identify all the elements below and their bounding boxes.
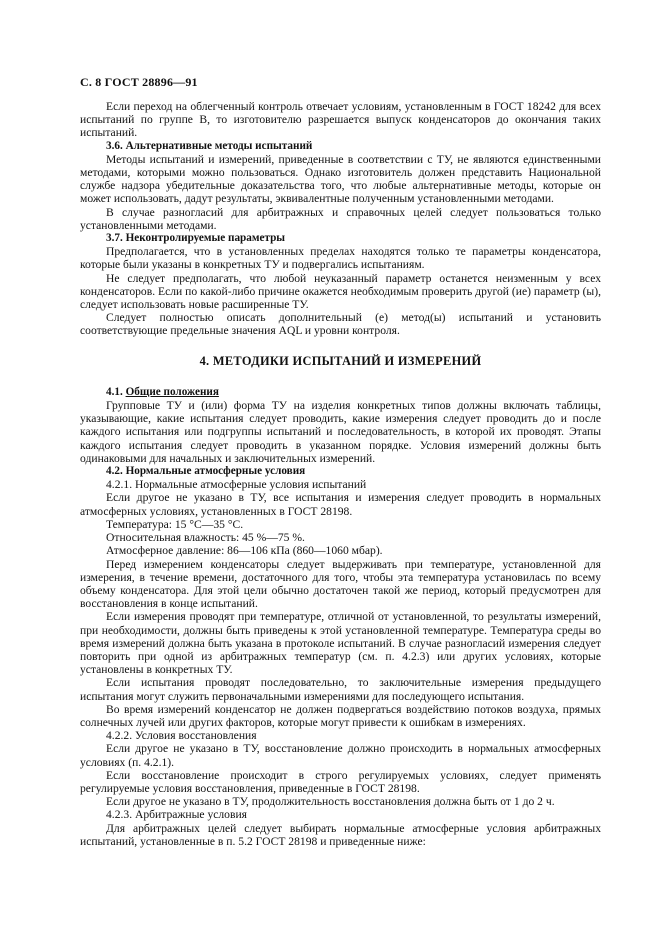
paragraph: Если восстановление происходит в строго регулируемых условиях, следует применять регулируемые условия восстановления, приведенные в ГОСТ 28198.	[80, 768, 601, 795]
subsection-title: Нормальные атмосферные условия	[125, 465, 306, 478]
section-heading: 4. МЕТОДИКИ ИСПЫТАНИЙ И ИЗМЕРЕНИЙ	[199, 353, 482, 368]
document-body	[80, 100, 601, 848]
paragraph: Перед измерением конденсаторы следует выдерживать при температуре, установленной для измерения, в течение времени, достаточного для того, чтобы эта температура установилась по всему объему конденсатора. Для этой цели обычно достаточен такой же период, который предусмотрен для восстановления в конце испытаний.	[80, 557, 601, 611]
paragraph: Для арбитражных целей следует выбирать нормальные атмосферные условия арбитражных испытаний, установленные в п. 5.2 ГОСТ 28198 и приведенные ниже:	[80, 821, 601, 848]
paragraph: 4.2.2. Условия восстановления	[106, 729, 257, 743]
paragraph: Если переход на облегченный контроль отвечает условиям, установленным в ГОСТ 18242 для всех испытаний по группе В, то изготовителю разрешается выпуск конденсаторов до окончания таких испытаний.	[80, 100, 601, 140]
subsection-heading	[80, 232, 601, 245]
paragraph: Если измерения проводят при температуре, отличной от установленной, то результаты измерений, при необходимости, должны быть приведены к этой установленной температуре. Температура среды во время измерений должна быть указана в протоколе испытаний. В случае разногласий измерения следует повторить при одной из арбитражных температур (см. п. 4.2.3) или других условиях, которые установлены в конкретных ТУ.	[80, 610, 601, 677]
paragraph: Температура: 15 °С—35 °С.	[106, 517, 244, 531]
paragraph: 4.2.3. Арбитражные условия	[106, 808, 247, 822]
paragraph: Методы испытаний и измерений, приведенные в соответствии с ТУ, не являются единственными методами, которыми можно пользоваться. Однако изготовитель должен представить Национальной службе надзора убедительные доказательства того, что любые альтернативные методы, которые он может использовать, дадут результаты, эквивалентные полученным установленными методами.	[80, 152, 601, 206]
paragraph: Атмосферное давление: 86—106 кПа (860—1060 мбар).	[106, 544, 383, 558]
subsection-number: 4.1.	[106, 385, 123, 398]
paragraph: Во время измерений конденсатор не должен подвергаться воздействию потоков воздуха, прямых солнечных лучей или других факторов, которые могут привести к ошибкам в измерениях.	[80, 702, 601, 729]
subsection-heading	[80, 465, 601, 478]
subsection-title: Альтернативные методы испытаний	[125, 139, 313, 152]
subsection-number: 4.2.	[106, 465, 123, 478]
paragraph: 4.2.1. Нормальные атмосферные условия испытаний	[106, 478, 367, 492]
page-header: С. 8 ГОСТ 28896—91	[80, 75, 198, 89]
subsection-number: 3.7.	[106, 232, 123, 245]
paragraph: Если другое не указано в ТУ, все испытания и измерения следует проводить в нормальных атмосферных условиях, установленных в ГОСТ 28198.	[80, 491, 601, 518]
subsection-heading	[80, 140, 601, 153]
paragraph: Относительная влажность: 45 %—75 %.	[106, 531, 305, 545]
paragraph: Если другое не указано в ТУ, продолжительность восстановления должна быть от 1 до 2 ч.	[106, 795, 555, 809]
paragraph: Если испытания проводят последовательно, то заключительные измерения предыдущего испытания могут служить первоначальными измерениями для последующего испытания.	[80, 676, 601, 703]
paragraph: Не следует предполагать, что любой неуказанный параметр останется неизменным у всех конденсаторов. Если по какой-либо причине окажется необходимым проверить другой (ие) параметр (ы), следует использовать новые расширенные ТУ.	[80, 271, 601, 312]
subsection-heading	[80, 386, 601, 399]
paragraph: Предполагается, что в установленных пределах находятся только те параметры конденсатора, которые были указаны в конкретных ТУ и подвергались испытаниям.	[80, 245, 601, 272]
subsection-number: 3.6.	[106, 139, 123, 152]
paragraph: Если другое не указано в ТУ, восстановление должно происходить в нормальных атмосферных условиях (п. 4.2.1).	[80, 742, 601, 769]
subsection-title: Общие положения	[125, 385, 219, 398]
paragraph: Следует полностью описать дополнительный (е) метод(ы) испытаний и установить соответствующие предельные значения AQL и уровни контроля.	[80, 311, 601, 338]
paragraph: В случае разногласий для арбитражных и справочных целей следует пользоваться только установленными методами.	[80, 205, 601, 232]
subsection-title: Неконтролируемые параметры	[125, 232, 286, 245]
paragraph: Групповые ТУ и (или) форма ТУ на изделия конкретных типов должны включать таблицы, указывающие, какие испытания следует проводить, какие измерения следует проводить до и после каждого испытания или подгруппы испытаний и последовательность, в которой их проводят. Этапы каждого испытания следует проводить в указанном порядке. Условия измерений должны быть одинаковыми для начальных и заключительных измерений.	[80, 399, 601, 465]
